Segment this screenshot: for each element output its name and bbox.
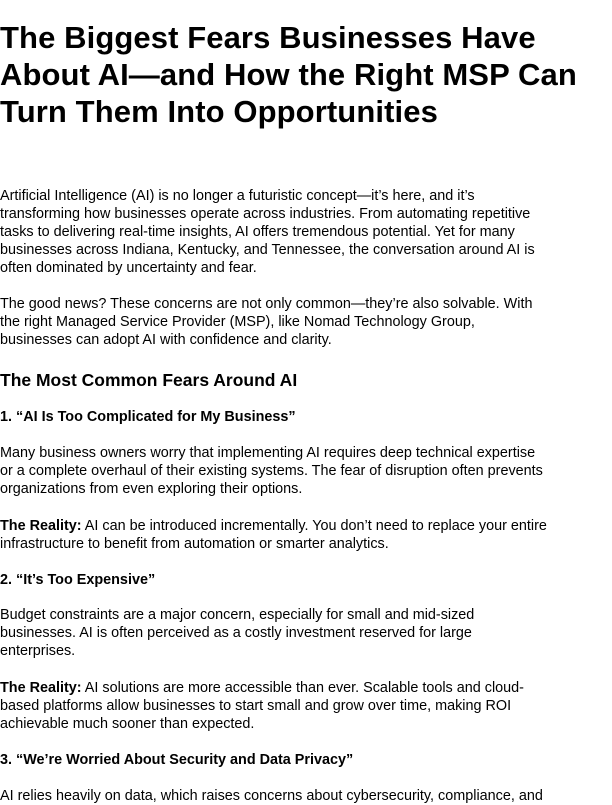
title-line: The Biggest Fears Businesses Have (0, 20, 536, 55)
fear-2-reality: The Reality: AI solutions are more accessible than ever. Scalable tools and cloud- based platforms allow businesses to start small and grow over time, making ROI achievable much sooner than expected. (0, 680, 524, 732)
fear-2-heading: 2. “It’s Too Expensive” (0, 572, 156, 588)
reality-label: The Reality: (0, 680, 82, 696)
section-heading: The Most Common Fears Around AI (0, 370, 298, 390)
fear-3-body: AI relies heavily on data, which raises concerns about cybersecurity, compliance, and (0, 788, 543, 804)
fear-1-heading: 1. “AI Is Too Complicated for My Business” (0, 409, 296, 425)
title-line: About AI—and How the Right MSP Can (0, 57, 577, 92)
fear-3-heading: 3. “We’re Worried About Security and Data Privacy” (0, 752, 354, 768)
article-title (0, 19, 612, 130)
intro-paragraph-2: The good news? These concerns are not only common—they’re also solvable. With the right Managed Service Provider (MSP), like Nomad Technology Group, businesses can adopt AI with confidence and clarity. (0, 296, 533, 348)
reality-label: The Reality: (0, 518, 82, 534)
intro-paragraph-1: Artificial Intelligence (AI) is no longer a futuristic concept—it’s here, and it’s transforming how businesses operate across industries. From automating repetitive tasks to delivering real-time insights, AI offers tremendous potential. Yet for many businesses across Indiana, Kentucky, and Tennessee, the conversation around AI is often dominated by uncertainty and fear. (0, 188, 535, 276)
fear-2-body: Budget constraints are a major concern, especially for small and mid-sized businesses. AI is often perceived as a costly investment reserved for large enterprises. (0, 607, 475, 659)
fear-1-reality: The Reality: AI can be introduced incrementally. You don’t need to replace your entire infrastructure to benefit from automation or smarter analytics. (0, 518, 547, 552)
fear-1-body: Many business owners worry that implementing AI requires deep technical expertise or a complete overhaul of their existing systems. The fear of disruption often prevents organizations from even exploring their options. (0, 445, 543, 497)
title-line: Turn Them Into Opportunities (0, 94, 438, 129)
